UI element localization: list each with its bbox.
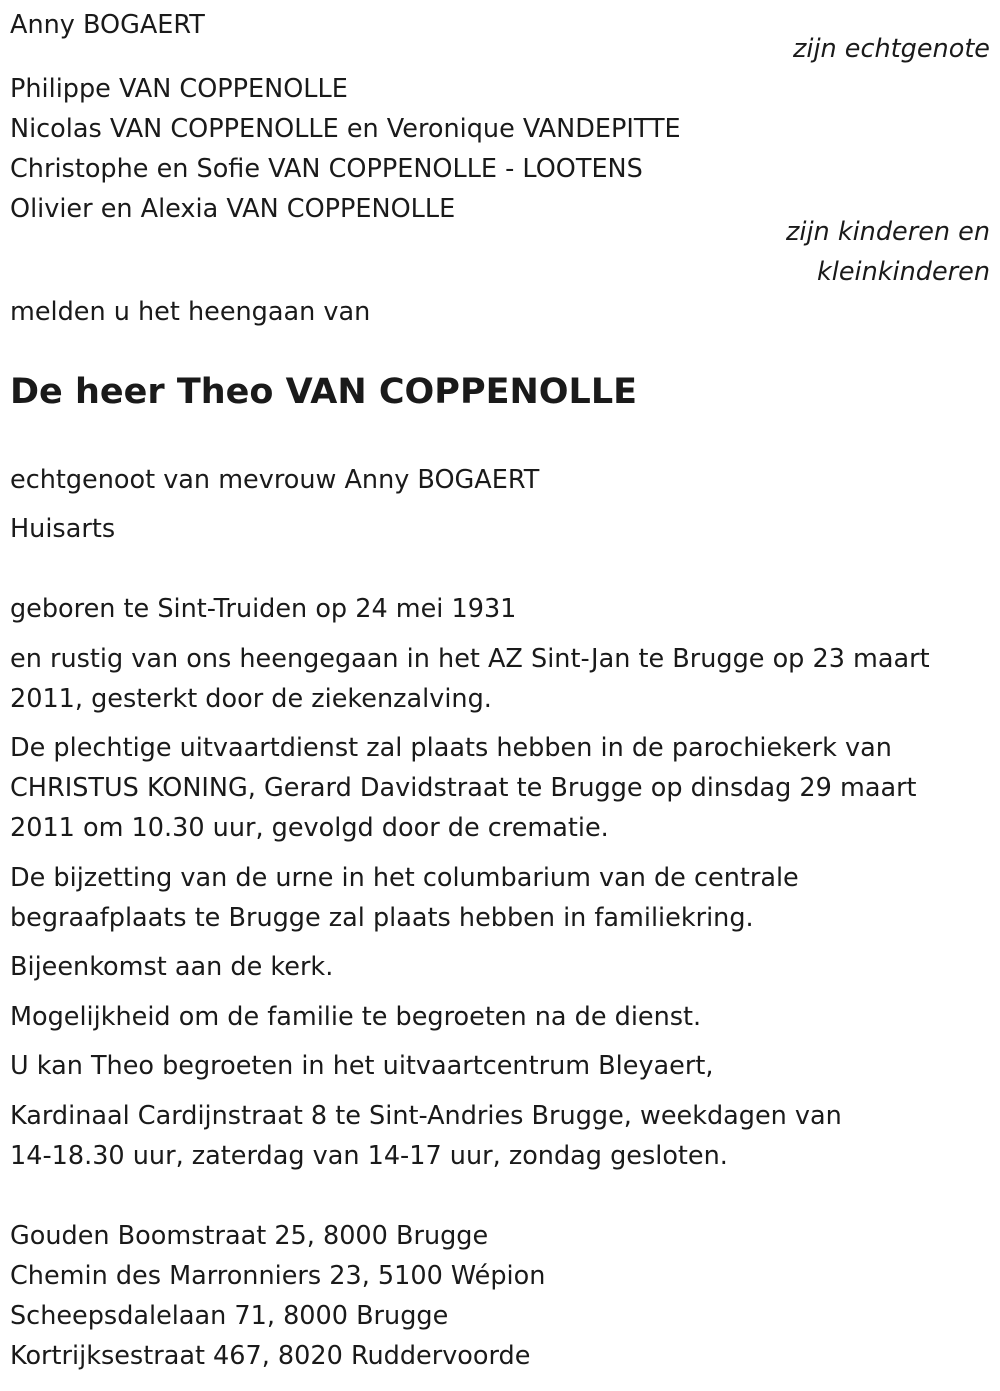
visit-address-1: Kardinaal Cardijnstraat 8 te Sint-Andries Brugge, weekdagen van — [10, 1101, 842, 1131]
service-text-3: 2011 om 10.30 uur, gevolgd door de crematie. — [10, 813, 609, 843]
visit-text: U kan Theo begroeten in het uitvaartcentrum Bleyaert, — [10, 1051, 714, 1081]
announce-text: melden u het heengaan van — [10, 297, 371, 327]
condolence-block — [10, 997, 990, 1037]
address-line: Kortrijksestraat 467, 8020 Ruddervoorde — [10, 1341, 531, 1371]
address-line: Scheepsdalelaan 71, 8000 Brugge — [10, 1301, 449, 1331]
child-name: Christophe en Sofie VAN COPPENOLLE - LOOTENS — [10, 154, 643, 184]
children-role-block — [10, 212, 990, 292]
interment-block — [10, 858, 990, 938]
deceased-relation: echtgenoot van mevrouw Anny BOGAERT — [10, 465, 540, 495]
visit-address-2: 14-18.30 uur, zaterdag van 14-17 uur, zondag gesloten. — [10, 1141, 728, 1171]
gathering-block — [10, 947, 990, 987]
addresses-block — [10, 1216, 990, 1376]
children-role-line1: zijn kinderen en — [786, 217, 990, 247]
service-text-2: CHRISTUS KONING, Gerard Davidstraat te Brugge op dinsdag 29 maart — [10, 773, 917, 803]
deceased-info — [10, 460, 990, 500]
passed-text-1: en rustig van ons heengegaan in het AZ Sint-Jan te Brugge op 23 maart — [10, 644, 930, 674]
gathering-text: Bijeenkomst aan de kerk. — [10, 952, 334, 982]
service-block — [10, 728, 990, 848]
born-text: geboren te Sint-Truiden op 24 mei 1931 — [10, 594, 517, 624]
passed-block — [10, 639, 990, 719]
visit-block — [10, 1046, 990, 1086]
service-text-1: De plechtige uitvaartdienst zal plaats hebben in de parochiekerk van — [10, 733, 892, 763]
title-block — [10, 364, 990, 420]
interment-text-1: De bijzetting van de urne in het columbarium van de centrale — [10, 863, 799, 893]
address-line: Chemin des Marronniers 23, 5100 Wépion — [10, 1261, 546, 1291]
spouse-role-block — [10, 29, 990, 69]
child-name: Philippe VAN COPPENOLLE — [10, 74, 348, 104]
address-line: Gouden Boomstraat 25, 8000 Brugge — [10, 1221, 489, 1251]
deceased-profession: Huisarts — [10, 514, 116, 544]
born-block — [10, 589, 990, 629]
condolence-text: Mogelijkheid om de familie te begroeten na de dienst. — [10, 1002, 702, 1032]
deceased-title: De heer Theo VAN COPPENOLLE — [10, 372, 638, 412]
announce-block — [10, 292, 990, 332]
interment-text-2: begraafplaats te Brugge zal plaats hebben in familiekring. — [10, 903, 754, 933]
children-role-line2: kleinkinderen — [816, 257, 990, 287]
child-name: Olivier en Alexia VAN COPPENOLLE — [10, 194, 456, 224]
spouse-name: Anny BOGAERT — [10, 10, 205, 40]
children-block — [10, 69, 990, 229]
profession-block — [10, 509, 990, 549]
passed-text-2: 2011, gesterkt door de ziekenzalving. — [10, 684, 492, 714]
child-name: Nicolas VAN COPPENOLLE en Veronique VANDEPITTE — [10, 114, 681, 144]
visit-address-block — [10, 1096, 990, 1176]
spouse-role: zijn echtgenote — [792, 34, 990, 64]
